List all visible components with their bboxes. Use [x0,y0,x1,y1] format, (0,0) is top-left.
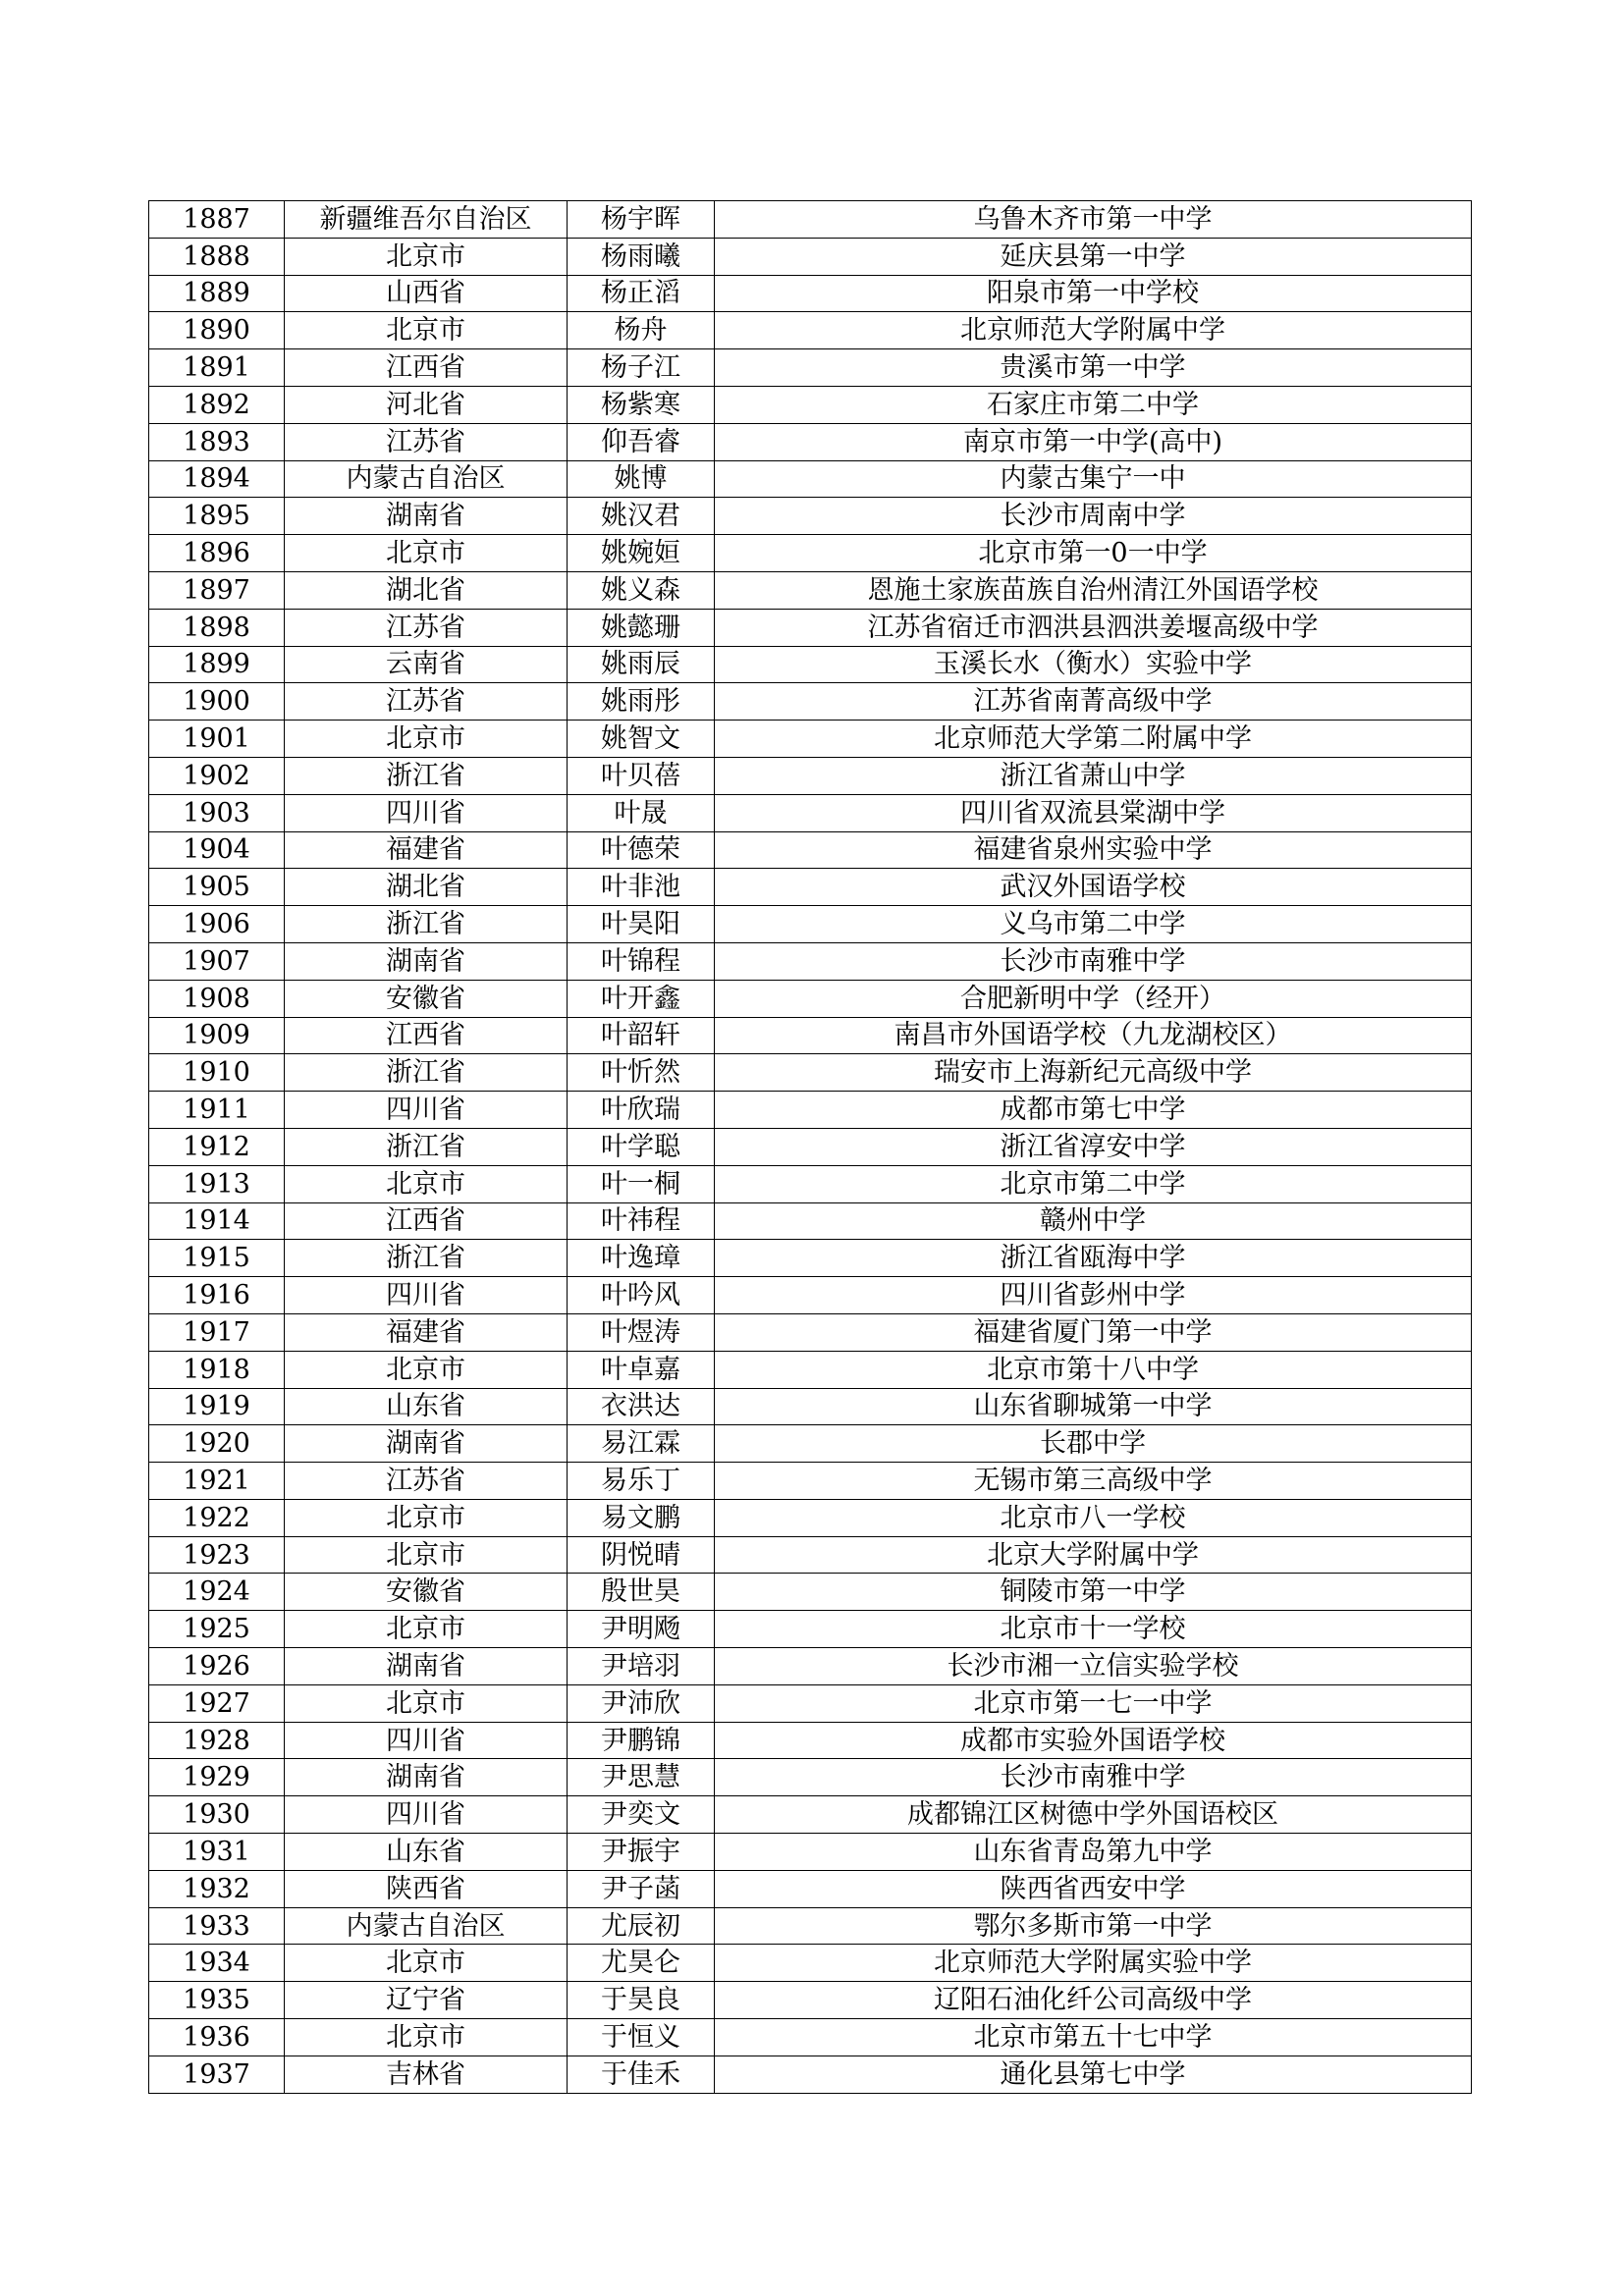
table-row [149,1128,1472,1165]
serial-number-cell: 1924 [149,1574,285,1611]
table-row [149,1425,1472,1463]
table-row [149,386,1472,423]
serial-number-cell: 1898 [149,609,285,646]
province-cell: 北京市 [285,312,568,349]
province-cell: 福建省 [285,1313,568,1351]
table-row [149,1202,1472,1240]
serial-number-cell: 1899 [149,646,285,683]
province-cell: 新疆维吾尔自治区 [285,201,568,239]
student-name-cell: 叶学聪 [568,1128,715,1165]
school-name-cell: 鄂尔多斯市第一中学 [715,1907,1472,1945]
school-name-cell: 福建省泉州实验中学 [715,831,1472,869]
table-row [149,683,1472,721]
roster-table-body [149,201,1472,2094]
school-name-cell: 北京市第十八中学 [715,1351,1472,1388]
serial-number-cell: 1897 [149,571,285,609]
province-cell: 河北省 [285,386,568,423]
serial-number-cell: 1900 [149,683,285,721]
serial-number-cell: 1934 [149,1945,285,1982]
serial-number-cell: 1936 [149,2019,285,2056]
student-name-cell: 姚懿珊 [568,609,715,646]
province-cell: 四川省 [285,794,568,831]
school-name-cell: 山东省聊城第一中学 [715,1388,1472,1425]
student-name-cell: 杨子江 [568,349,715,387]
province-cell: 北京市 [285,238,568,275]
school-name-cell: 瑞安市上海新纪元高级中学 [715,1054,1472,1092]
serial-number-cell: 1929 [149,1759,285,1796]
province-cell: 江苏省 [285,609,568,646]
serial-number-cell: 1914 [149,1202,285,1240]
table-row [149,1684,1472,1722]
student-name-cell: 尹沛欣 [568,1684,715,1722]
serial-number-cell: 1908 [149,980,285,1017]
school-name-cell: 成都市实验外国语学校 [715,1722,1472,1759]
school-name-cell: 南京市第一中学(高中) [715,423,1472,460]
school-name-cell: 北京市第二中学 [715,1165,1472,1202]
serial-number-cell: 1931 [149,1834,285,1871]
table-row [149,942,1472,980]
school-name-cell: 长郡中学 [715,1425,1472,1463]
serial-number-cell: 1889 [149,275,285,312]
student-name-cell: 杨紫寒 [568,386,715,423]
province-cell: 江苏省 [285,683,568,721]
student-name-cell: 叶忻然 [568,1054,715,1092]
table-row [149,460,1472,498]
student-name-cell: 于佳禾 [568,2056,715,2093]
province-cell: 福建省 [285,831,568,869]
school-name-cell: 合肥新明中学（经开） [715,980,1472,1017]
school-name-cell: 通化县第七中学 [715,2056,1472,2093]
table-row [149,1277,1472,1314]
serial-number-cell: 1891 [149,349,285,387]
school-name-cell: 北京市八一学校 [715,1499,1472,1536]
table-row [149,1092,1472,1129]
table-row [149,571,1472,609]
serial-number-cell: 1890 [149,312,285,349]
province-cell: 陕西省 [285,1870,568,1907]
school-name-cell: 北京市十一学校 [715,1611,1472,1648]
school-name-cell: 四川省双流县棠湖中学 [715,794,1472,831]
serial-number-cell: 1920 [149,1425,285,1463]
table-row [149,794,1472,831]
province-cell: 江苏省 [285,1463,568,1500]
student-name-cell: 殷世昊 [568,1574,715,1611]
table-row [149,831,1472,869]
school-name-cell: 浙江省淳安中学 [715,1128,1472,1165]
serial-number-cell: 1937 [149,2056,285,2093]
table-row [149,646,1472,683]
school-name-cell: 北京市第一0一中学 [715,535,1472,572]
province-cell: 江西省 [285,1202,568,1240]
province-cell: 北京市 [285,1165,568,1202]
school-name-cell: 成都锦江区树德中学外国语校区 [715,1796,1472,1834]
student-name-cell: 仰吾睿 [568,423,715,460]
table-row [149,1796,1472,1834]
serial-number-cell: 1923 [149,1536,285,1574]
serial-number-cell: 1916 [149,1277,285,1314]
province-cell: 山东省 [285,1834,568,1871]
school-name-cell: 延庆县第一中学 [715,238,1472,275]
serial-number-cell: 1928 [149,1722,285,1759]
serial-number-cell: 1912 [149,1128,285,1165]
school-name-cell: 赣州中学 [715,1202,1472,1240]
serial-number-cell: 1907 [149,942,285,980]
serial-number-cell: 1904 [149,831,285,869]
student-name-cell: 叶锦程 [568,942,715,980]
table-row [149,1388,1472,1425]
student-name-cell: 阴悦晴 [568,1536,715,1574]
table-row [149,1351,1472,1388]
table-row [149,1722,1472,1759]
student-name-cell: 叶卓嘉 [568,1351,715,1388]
table-row [149,1759,1472,1796]
school-name-cell: 无锡市第三高级中学 [715,1463,1472,1500]
student-name-cell: 叶韶轩 [568,1017,715,1054]
serial-number-cell: 1893 [149,423,285,460]
school-name-cell: 恩施土家族苗族自治州清江外国语学校 [715,571,1472,609]
school-name-cell: 武汉外国语学校 [715,869,1472,906]
province-cell: 浙江省 [285,1240,568,1277]
student-name-cell: 叶一桐 [568,1165,715,1202]
serial-number-cell: 1901 [149,721,285,758]
school-name-cell: 成都市第七中学 [715,1092,1472,1129]
student-name-cell: 尹子菡 [568,1870,715,1907]
table-row [149,1499,1472,1536]
table-row [149,535,1472,572]
serial-number-cell: 1921 [149,1463,285,1500]
serial-number-cell: 1917 [149,1313,285,1351]
table-row [149,275,1472,312]
school-name-cell: 浙江省萧山中学 [715,757,1472,794]
province-cell: 四川省 [285,1092,568,1129]
school-name-cell: 北京师范大学附属中学 [715,312,1472,349]
serial-number-cell: 1932 [149,1870,285,1907]
student-name-cell: 尹培羽 [568,1648,715,1685]
student-name-cell: 尹思慧 [568,1759,715,1796]
school-name-cell: 北京市第一七一中学 [715,1684,1472,1722]
table-row [149,1907,1472,1945]
school-name-cell: 长沙市南雅中学 [715,942,1472,980]
table-row [149,757,1472,794]
student-name-cell: 尹振宇 [568,1834,715,1871]
province-cell: 北京市 [285,2019,568,2056]
student-name-cell: 于昊良 [568,1982,715,2019]
province-cell: 安徽省 [285,980,568,1017]
school-name-cell: 江苏省南菁高级中学 [715,683,1472,721]
student-name-cell: 姚雨辰 [568,646,715,683]
table-row [149,906,1472,943]
province-cell: 安徽省 [285,1574,568,1611]
table-row [149,1313,1472,1351]
serial-number-cell: 1930 [149,1796,285,1834]
table-row [149,1574,1472,1611]
province-cell: 浙江省 [285,757,568,794]
province-cell: 北京市 [285,1351,568,1388]
table-row [149,980,1472,1017]
serial-number-cell: 1935 [149,1982,285,2019]
serial-number-cell: 1909 [149,1017,285,1054]
table-row [149,1611,1472,1648]
province-cell: 江苏省 [285,423,568,460]
serial-number-cell: 1894 [149,460,285,498]
school-name-cell: 北京师范大学第二附属中学 [715,721,1472,758]
student-name-cell: 姚智文 [568,721,715,758]
student-name-cell: 叶贝蓓 [568,757,715,794]
serial-number-cell: 1888 [149,238,285,275]
province-cell: 湖南省 [285,498,568,535]
student-name-cell: 姚义森 [568,571,715,609]
province-cell: 吉林省 [285,2056,568,2093]
table-row [149,609,1472,646]
school-name-cell: 玉溪长水（衡水）实验中学 [715,646,1472,683]
province-cell: 北京市 [285,721,568,758]
student-name-cell: 杨正滔 [568,275,715,312]
student-name-cell: 尹明飏 [568,1611,715,1648]
serial-number-cell: 1925 [149,1611,285,1648]
student-name-cell: 叶欣瑞 [568,1092,715,1129]
serial-number-cell: 1918 [149,1351,285,1388]
table-row [149,1165,1472,1202]
province-cell: 北京市 [285,1536,568,1574]
province-cell: 浙江省 [285,1128,568,1165]
table-row [149,349,1472,387]
school-name-cell: 铜陵市第一中学 [715,1574,1472,1611]
school-name-cell: 北京大学附属中学 [715,1536,1472,1574]
table-row [149,238,1472,275]
student-name-cell: 尹鹏锦 [568,1722,715,1759]
student-name-cell: 叶非池 [568,869,715,906]
student-name-cell: 易江霖 [568,1425,715,1463]
serial-number-cell: 1903 [149,794,285,831]
school-name-cell: 四川省彭州中学 [715,1277,1472,1314]
province-cell: 云南省 [285,646,568,683]
province-cell: 四川省 [285,1796,568,1834]
province-cell: 湖南省 [285,1425,568,1463]
serial-number-cell: 1896 [149,535,285,572]
school-name-cell: 长沙市南雅中学 [715,1759,1472,1796]
province-cell: 浙江省 [285,1054,568,1092]
student-name-cell: 叶德荣 [568,831,715,869]
province-cell: 内蒙古自治区 [285,1907,568,1945]
student-name-cell: 叶祎程 [568,1202,715,1240]
student-name-cell: 尤昊仑 [568,1945,715,1982]
student-name-cell: 杨雨曦 [568,238,715,275]
roster-table [148,200,1472,2094]
province-cell: 内蒙古自治区 [285,460,568,498]
school-name-cell: 乌鲁木齐市第一中学 [715,201,1472,239]
school-name-cell: 南昌市外国语学校（九龙湖校区） [715,1017,1472,1054]
table-row [149,1834,1472,1871]
table-row [149,1945,1472,1982]
student-name-cell: 尹奕文 [568,1796,715,1834]
province-cell: 四川省 [285,1277,568,1314]
province-cell: 江西省 [285,349,568,387]
student-name-cell: 易乐丁 [568,1463,715,1500]
student-name-cell: 姚婉姮 [568,535,715,572]
table-row [149,1017,1472,1054]
school-name-cell: 义乌市第二中学 [715,906,1472,943]
serial-number-cell: 1926 [149,1648,285,1685]
province-cell: 湖北省 [285,571,568,609]
serial-number-cell: 1927 [149,1684,285,1722]
serial-number-cell: 1915 [149,1240,285,1277]
serial-number-cell: 1906 [149,906,285,943]
serial-number-cell: 1902 [149,757,285,794]
table-row [149,721,1472,758]
serial-number-cell: 1892 [149,386,285,423]
student-name-cell: 叶煜涛 [568,1313,715,1351]
serial-number-cell: 1887 [149,201,285,239]
serial-number-cell: 1895 [149,498,285,535]
school-name-cell: 阳泉市第一中学校 [715,275,1472,312]
table-row [149,498,1472,535]
table-row [149,1240,1472,1277]
student-name-cell: 姚博 [568,460,715,498]
province-cell: 江西省 [285,1017,568,1054]
province-cell: 湖南省 [285,1759,568,1796]
table-row [149,423,1472,460]
table-row [149,201,1472,239]
serial-number-cell: 1933 [149,1907,285,1945]
school-name-cell: 内蒙古集宁一中 [715,460,1472,498]
serial-number-cell: 1913 [149,1165,285,1202]
province-cell: 北京市 [285,535,568,572]
province-cell: 浙江省 [285,906,568,943]
school-name-cell: 北京市第五十七中学 [715,2019,1472,2056]
province-cell: 四川省 [285,1722,568,1759]
school-name-cell: 江苏省宿迁市泗洪县泗洪姜堰高级中学 [715,609,1472,646]
table-row [149,1870,1472,1907]
table-row [149,2019,1472,2056]
table-row [149,1463,1472,1500]
serial-number-cell: 1911 [149,1092,285,1129]
province-cell: 北京市 [285,1611,568,1648]
school-name-cell: 福建省厦门第一中学 [715,1313,1472,1351]
province-cell: 辽宁省 [285,1982,568,2019]
school-name-cell: 山东省青岛第九中学 [715,1834,1472,1871]
province-cell: 北京市 [285,1945,568,1982]
student-name-cell: 姚汉君 [568,498,715,535]
serial-number-cell: 1905 [149,869,285,906]
school-name-cell: 浙江省瓯海中学 [715,1240,1472,1277]
student-name-cell: 衣洪达 [568,1388,715,1425]
table-row [149,1982,1472,2019]
province-cell: 山东省 [285,1388,568,1425]
table-row [149,1054,1472,1092]
school-name-cell: 北京师范大学附属实验中学 [715,1945,1472,1982]
province-cell: 湖南省 [285,942,568,980]
table-row [149,312,1472,349]
province-cell: 北京市 [285,1499,568,1536]
student-name-cell: 叶吟风 [568,1277,715,1314]
table-row [149,2056,1472,2093]
province-cell: 北京市 [285,1684,568,1722]
student-name-cell: 于恒义 [568,2019,715,2056]
province-cell: 湖南省 [285,1648,568,1685]
student-name-cell: 易文鹏 [568,1499,715,1536]
school-name-cell: 长沙市湘一立信实验学校 [715,1648,1472,1685]
school-name-cell: 陕西省西安中学 [715,1870,1472,1907]
student-name-cell: 叶逸璋 [568,1240,715,1277]
table-row [149,1536,1472,1574]
table-row [149,869,1472,906]
serial-number-cell: 1919 [149,1388,285,1425]
student-name-cell: 姚雨彤 [568,683,715,721]
table-row [149,1648,1472,1685]
student-name-cell: 叶晟 [568,794,715,831]
student-name-cell: 杨宇晖 [568,201,715,239]
student-name-cell: 尤辰初 [568,1907,715,1945]
school-name-cell: 长沙市周南中学 [715,498,1472,535]
province-cell: 山西省 [285,275,568,312]
serial-number-cell: 1910 [149,1054,285,1092]
school-name-cell: 石家庄市第二中学 [715,386,1472,423]
student-name-cell: 杨舟 [568,312,715,349]
province-cell: 湖北省 [285,869,568,906]
student-name-cell: 叶开鑫 [568,980,715,1017]
school-name-cell: 贵溪市第一中学 [715,349,1472,387]
school-name-cell: 辽阳石油化纤公司高级中学 [715,1982,1472,2019]
serial-number-cell: 1922 [149,1499,285,1536]
student-name-cell: 叶昊阳 [568,906,715,943]
